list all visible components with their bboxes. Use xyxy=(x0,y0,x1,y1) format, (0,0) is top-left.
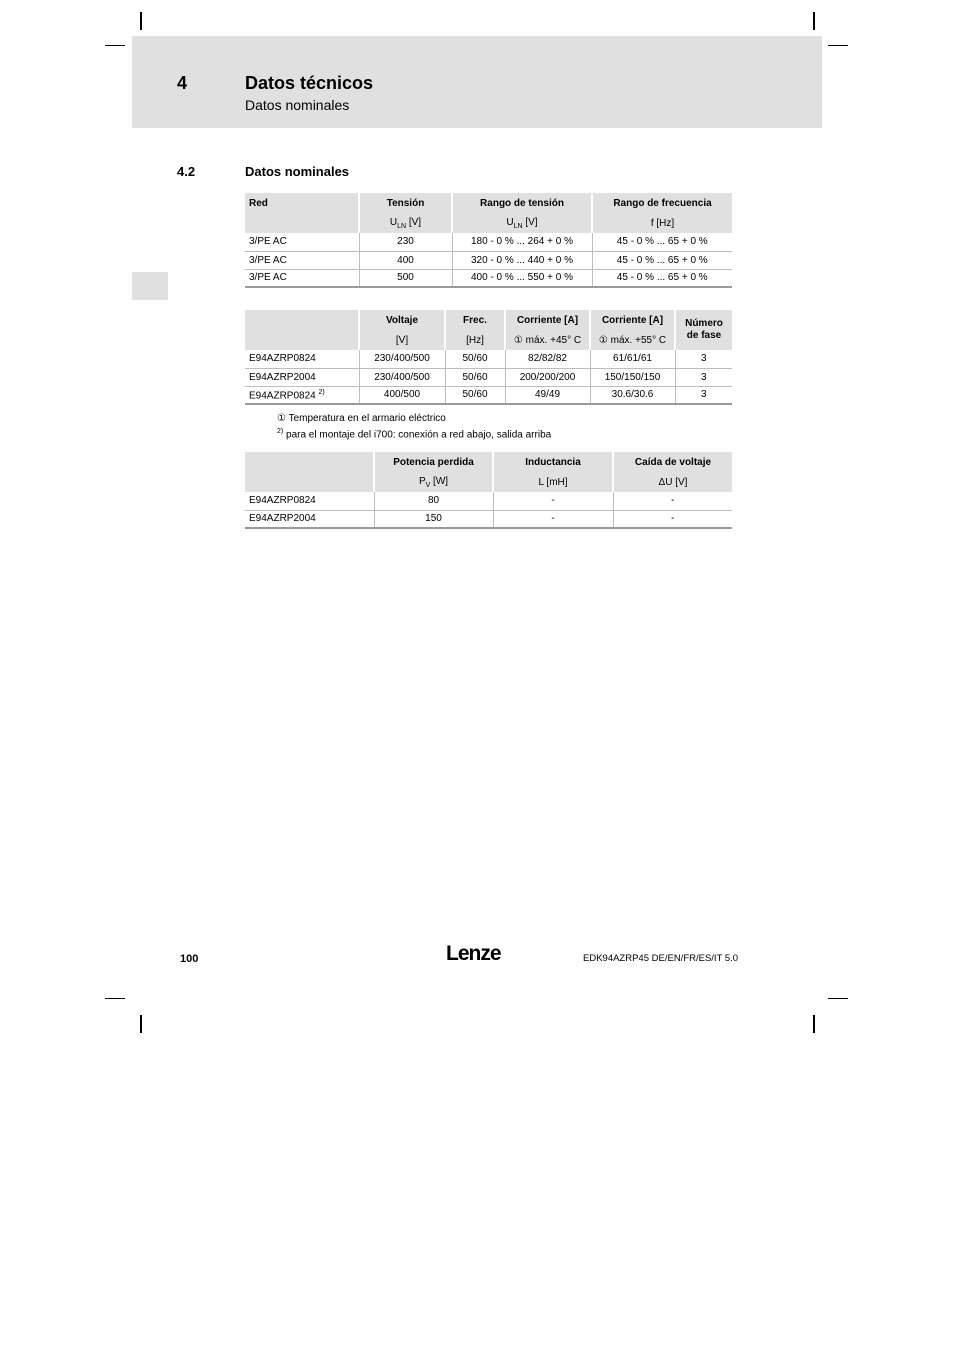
table-cell: 45 - 0 % ... 65 + 0 % xyxy=(592,269,732,287)
device-table xyxy=(245,310,732,405)
chapter-title: Datos técnicos xyxy=(245,73,374,93)
crop-mark xyxy=(105,45,125,46)
table-cell: 50/60 xyxy=(445,386,505,404)
chapter-number: 4 xyxy=(177,73,188,93)
losses-table xyxy=(245,452,732,529)
header-cell: Corriente [A] xyxy=(590,310,675,331)
table-cell: 400/500 xyxy=(359,386,445,404)
table-cell: 230/400/500 xyxy=(359,368,445,386)
table-cell: E94AZRP0824 xyxy=(245,350,359,368)
table-row xyxy=(245,386,732,404)
footnote-marker: 2) xyxy=(318,388,325,396)
header-cell: Red xyxy=(245,193,359,214)
crop-mark xyxy=(813,1015,815,1033)
crop-mark xyxy=(828,998,848,999)
table-cell: 230/400/500 xyxy=(359,350,445,368)
header-cell: Corriente [A] xyxy=(505,310,590,331)
table-cell: E94AZRP2004 xyxy=(245,510,374,528)
table-cell: 3 xyxy=(675,368,732,386)
table-cell: 150/150/150 xyxy=(590,368,675,386)
table-cell: 49/49 xyxy=(505,386,590,404)
header-cell: Inductancia xyxy=(493,452,613,473)
table-cell: - xyxy=(493,492,613,510)
header-unit: L [mH] xyxy=(493,473,613,492)
table-cell: 400 - 0 % ... 550 + 0 % xyxy=(452,269,592,287)
table-row xyxy=(245,251,732,269)
table-cell: - xyxy=(613,492,732,510)
table-cell: 50/60 xyxy=(445,350,505,368)
page-number: 100 xyxy=(180,953,199,965)
header-cell: Tensión xyxy=(359,193,452,214)
mains-table xyxy=(245,193,732,288)
table-cell: 400 xyxy=(359,251,452,269)
lenze-logo: Lenze xyxy=(446,942,501,965)
header-unit: [V] xyxy=(359,331,445,350)
chapter-subtitle: Datos nominales xyxy=(245,97,350,113)
header-cell: Número de fase xyxy=(675,310,732,350)
table-cell: 30.6/30.6 xyxy=(590,386,675,404)
table-cell: E94AZRP2004 xyxy=(245,368,359,386)
header-unit: f [Hz] xyxy=(592,214,732,233)
table-cell: 230 xyxy=(359,233,452,251)
table-row xyxy=(245,368,732,386)
table-cell: 200/200/200 xyxy=(505,368,590,386)
document-code: EDK94AZRP45 DE/EN/FR/ES/IT 5.0 xyxy=(583,953,739,964)
table-cell: 3 xyxy=(675,386,732,404)
header-unit: ① máx. +45° C xyxy=(505,331,590,350)
side-tab xyxy=(132,272,168,300)
table-row xyxy=(245,269,732,287)
header-band xyxy=(132,36,822,128)
table-cell: 45 - 0 % ... 65 + 0 % xyxy=(592,233,732,251)
table-row xyxy=(245,233,732,251)
table-cell: 80 xyxy=(374,492,493,510)
header-cell: Rango de tensión xyxy=(452,193,592,214)
table-cell: 150 xyxy=(374,510,493,528)
header-unit xyxy=(245,473,374,492)
header-unit xyxy=(245,214,359,233)
table-cell: 61/61/61 xyxy=(590,350,675,368)
header-unit: $U_{LN}$ [V] xyxy=(359,214,452,233)
section-number: 4.2 xyxy=(177,164,196,179)
header-cell xyxy=(245,310,359,331)
table-cell: 320 - 0 % ... 440 + 0 % xyxy=(452,251,592,269)
table-cell: 45 - 0 % ... 65 + 0 % xyxy=(592,251,732,269)
header-unit: ΔU [V] xyxy=(613,473,732,492)
table-cell: 500 xyxy=(359,269,452,287)
header-cell xyxy=(245,452,374,473)
crop-mark xyxy=(828,45,848,46)
table-cell: - xyxy=(493,510,613,528)
header-unit: $P_V$ [W] xyxy=(374,473,493,492)
table-row xyxy=(245,510,732,528)
footnote-1: ① Temperatura en el armario eléctrico xyxy=(277,413,446,424)
table-cell: 3 xyxy=(675,350,732,368)
header-unit: $U_{LN}$ [V] xyxy=(452,214,592,233)
header-unit xyxy=(245,331,359,350)
header-unit: ① máx. +55° C xyxy=(590,331,675,350)
table-cell: E94AZRP0824 $^{2)}$ xyxy=(245,386,359,404)
table-cell: - xyxy=(613,510,732,528)
header-cell: Rango de frecuencia xyxy=(592,193,732,214)
header-cell: Caída de voltaje xyxy=(613,452,732,473)
crop-mark xyxy=(813,12,815,30)
crop-mark xyxy=(140,12,142,30)
table-row xyxy=(245,350,732,368)
section-title: Datos nominales xyxy=(245,164,350,179)
table-cell: 3/PE AC xyxy=(245,233,359,251)
table-row xyxy=(245,492,732,510)
crop-mark xyxy=(105,998,125,999)
footnote-2: $^{2)}$ para el montaje del i700: conexión a red abajo, salida arriba xyxy=(277,428,552,441)
table-cell: 3/PE AC xyxy=(245,269,359,287)
table-cell: E94AZRP0824 xyxy=(245,492,374,510)
table-cell: 3/PE AC xyxy=(245,251,359,269)
crop-mark xyxy=(140,1015,142,1033)
table-cell: 50/60 xyxy=(445,368,505,386)
table-cell: 82/82/82 xyxy=(505,350,590,368)
header-unit: [Hz] xyxy=(445,331,505,350)
table-cell: 180 - 0 % ... 264 + 0 % xyxy=(452,233,592,251)
header-cell: Frec. xyxy=(445,310,505,331)
header-cell: Voltaje xyxy=(359,310,445,331)
header-cell: Potencia perdida xyxy=(374,452,493,473)
